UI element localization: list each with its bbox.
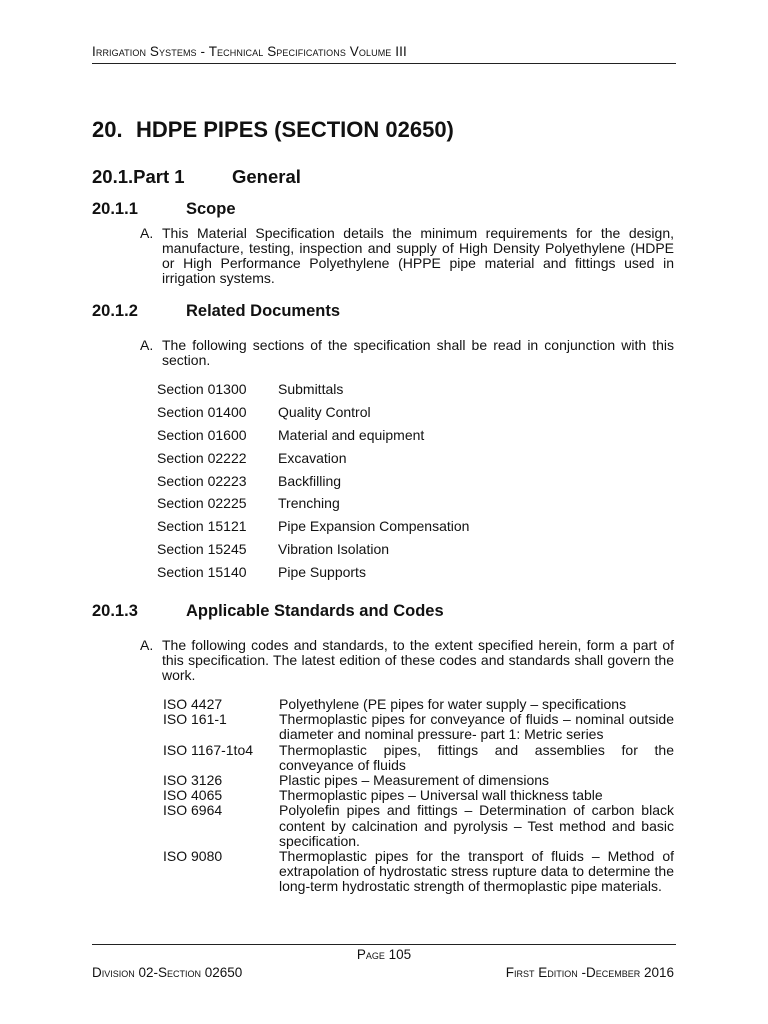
list-item: [157, 564, 469, 587]
standard-code: ISO 6964: [163, 802, 223, 819]
chapter-title: HDPE PIPES (SECTION 02650): [136, 117, 454, 142]
list-item: [163, 697, 674, 712]
section-name: Submittals: [278, 381, 344, 397]
list-item: [157, 495, 469, 518]
section-code: Section 01400: [157, 403, 247, 420]
section-name: Vibration Isolation: [278, 541, 390, 558]
chapter-heading: [92, 117, 454, 143]
part-heading: [92, 166, 301, 188]
running-header: Irrigation Systems - Technical Specifications Volume III: [92, 44, 676, 64]
standards-text: The following codes and standards, to the extent specified herein, form a part of this specification. The latest edition of these codes and standards shall govern the work.: [162, 637, 674, 683]
related-text: The following sections of the specification shall be read in conjunction with this section.: [162, 337, 674, 368]
section-code: Section 02223: [157, 472, 247, 489]
standards-heading: [92, 602, 444, 621]
list-item: [163, 712, 674, 742]
standard-description: Thermoplastic pipes for the transport of fluids – Method of extrapolation of hydrostatic stress rupture data to determine the long-term hydrostatic strength of thermoplastic pipe materials.: [279, 848, 674, 895]
related-item-letter: A.: [140, 337, 154, 353]
standard-description: Plastic pipes – Measurement of dimensions: [279, 772, 550, 789]
section-name: Pipe Supports: [278, 564, 366, 581]
list-item: [163, 803, 674, 849]
section-code: Section 15121: [157, 518, 247, 535]
section-code: Section 15140: [157, 564, 247, 581]
scope-title: Scope: [186, 200, 236, 218]
standards-list: [163, 697, 674, 895]
standards-item-letter: A.: [140, 637, 154, 653]
standards-number: 20.1.3: [92, 602, 138, 620]
list-item: [163, 743, 674, 773]
section-name: Backfilling: [278, 472, 342, 489]
standard-code: ISO 4065: [163, 787, 223, 804]
standard-description: Thermoplastic pipes for conveyance of fluids – nominal outside diameter and nominal pressure- part 1: Metric series: [279, 711, 674, 743]
related-title: Related Documents: [186, 302, 341, 320]
section-code: Section 01300: [157, 381, 247, 397]
list-item: [157, 473, 469, 496]
section-name: Material and equipment: [278, 426, 425, 443]
list-item: [157, 450, 469, 473]
list-item: [157, 381, 469, 404]
standard-description: Polyethylene (PE pipes for water supply – specifications: [279, 696, 627, 712]
list-item: [157, 404, 469, 427]
footer-divider: [92, 944, 676, 945]
part-title: General: [232, 166, 301, 187]
page-number: Page 105: [356, 947, 412, 962]
section-code: Section 15245: [157, 541, 247, 558]
standard-code: ISO 3126: [163, 772, 223, 789]
standard-code: ISO 9080: [163, 848, 223, 865]
list-item: [157, 541, 469, 564]
footer-edition: First Edition -December 2016: [505, 965, 674, 980]
related-paragraph: [140, 338, 674, 368]
standard-code: ISO 1167-1to4: [163, 741, 254, 758]
section-name: Excavation: [278, 449, 347, 466]
section-code: Section 01600: [157, 426, 247, 443]
section-code: Section 02225: [157, 495, 247, 512]
related-sections-list: [157, 381, 469, 587]
list-item: [157, 427, 469, 450]
scope-heading: [92, 200, 236, 219]
list-item: [163, 849, 674, 895]
related-number: 20.1.2: [92, 302, 138, 320]
section-name: Trenching: [278, 495, 340, 512]
section-name: Quality Control: [278, 403, 371, 420]
chapter-number: 20.: [92, 117, 123, 142]
list-item: [157, 518, 469, 541]
scope-item-letter: A.: [140, 225, 154, 241]
section-code: Section 02222: [157, 449, 247, 466]
section-name: Pipe Expansion Compensation: [278, 518, 470, 535]
scope-text: This Material Specification details the minimum requirements for the design, manufacture, testing, inspection and supply of High Density Polyethylene (HDPE or High Performance Polyethylene (HPPE pipe material and fittings used in irrigation systems.: [162, 225, 674, 286]
standard-code: ISO 4427: [163, 696, 223, 712]
standard-code: ISO 161-1: [163, 711, 227, 728]
list-item: [163, 788, 674, 803]
scope-number: 20.1.1: [92, 200, 138, 218]
standards-paragraph: [140, 638, 674, 683]
standards-title: Applicable Standards and Codes: [186, 602, 444, 620]
list-item: [163, 773, 674, 788]
part-number: 20.1.Part 1: [92, 166, 185, 187]
footer-division: Division 02-Section 02650: [92, 965, 243, 980]
related-heading: [92, 302, 340, 321]
standard-description: Thermoplastic pipes – Universal wall thickness table: [279, 787, 603, 804]
scope-paragraph: [140, 226, 674, 286]
standard-description: Thermoplastic pipes, fittings and assemblies for the conveyance of fluids: [279, 741, 674, 773]
standard-description: Polyolefin pipes and fittings – Determination of carbon black content by calcination and pyrolysis – Test method and basic specification.: [279, 802, 674, 849]
